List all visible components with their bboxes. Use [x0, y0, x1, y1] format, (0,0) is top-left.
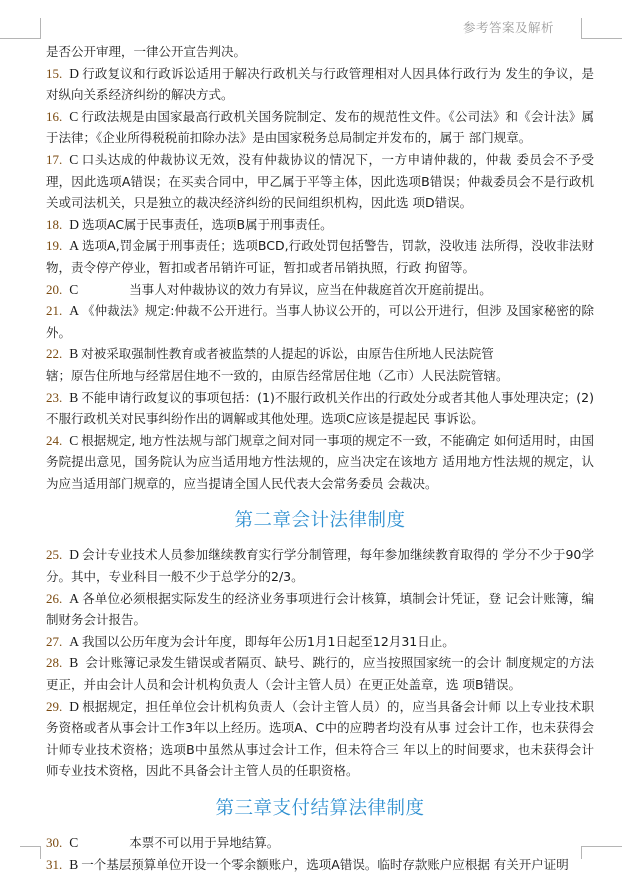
- chapter-heading: 第二章会计法律制度: [234, 510, 406, 532]
- answer-item: [46, 652, 594, 695]
- answer-item: [46, 588, 594, 631]
- answer-item: [46, 149, 594, 214]
- item-number: 26.: [46, 590, 63, 606]
- answer-letter: B: [69, 655, 79, 671]
- explanation-text: 选项A,罚金属于刑事责任；选项BCD,行政处罚包括警告，罚款，没收违 法所得，没收非法财物，责令停产停业，暂扣或者吊销许可证，暂扣或者吊销执照，行政 拘留等。: [46, 238, 594, 275]
- item-number: 21.: [46, 303, 63, 319]
- answer-item: [46, 696, 594, 782]
- explanation-text: 我国以公历年度为会计年度，即每年公历1月1日起至12月31日止。: [82, 633, 455, 649]
- explanation-text: 当事人对仲裁协议的效力有异议，应当在仲裁庭首次开庭前提出。: [129, 281, 492, 297]
- continuation-text: 是否公开审理，一律公开宣告判决。: [46, 44, 247, 59]
- answer-letter: B: [69, 856, 79, 872]
- explanation-text: 不能申请行政复议的事项包括：(1)不服行政机关作出的行政处分或者其他人事处理决定；(2)不服行政机关对民事纠纷作出的调解或其他处理。选项C应该是提起民 事诉讼。: [46, 389, 594, 427]
- explanation-text: 本票不可以用于异地结算。: [129, 835, 280, 850]
- item-number: 15.: [46, 65, 63, 81]
- item-number: 22.: [46, 346, 63, 362]
- answer-letter: D: [69, 698, 79, 714]
- answer-letter: A: [69, 303, 79, 319]
- item-number: 19.: [46, 238, 63, 254]
- page-corner-mark-bottom-left: [20, 846, 41, 859]
- explanation-text: 对被采取强制性教育或者被监禁的人提起的诉讼，由原告住所地人民法院管: [81, 346, 494, 362]
- item-number: 24.: [46, 432, 63, 448]
- item-number: 31.: [46, 856, 63, 872]
- explanation-text: 行政法规是由国家最高行政机关国务院制定、发布的规范性文件。《公司法》和《会计法》属于法律；《企业所得税税前扣除办法》是由国家税务总局制定并发布的，属于 部门规章。: [46, 108, 594, 146]
- answer-letter: D: [69, 65, 79, 81]
- item-number: 25.: [46, 547, 63, 563]
- answer-item: [46, 235, 594, 278]
- explanation-text: 行政复议和行政诉讼适用于解决行政机关与行政管理相对人因具体行政行为 发生的争议，是对纵向关系经济纠纷的解决方式。: [46, 65, 594, 103]
- answer-letter: D: [69, 216, 79, 232]
- answer-item: [46, 279, 594, 301]
- answer-item: [46, 387, 594, 430]
- answer-item: [46, 343, 594, 365]
- page-corner-mark-top-right: [581, 18, 622, 39]
- explanation-text: 各单位必须根据实际发生的经济业务事项进行会计核算，填制会计凭证，登 记会计账簿，编制财务会计报告。: [46, 590, 594, 628]
- answer-letter: C: [69, 151, 79, 167]
- answer-item: [46, 106, 594, 149]
- answer-list-chapter3: [46, 832, 594, 875]
- answer-letter: C: [69, 108, 79, 124]
- answer-letter: C: [69, 281, 79, 297]
- running-header: 参考答案及解析: [462, 20, 554, 35]
- item-number: 23.: [46, 389, 63, 405]
- answer-letter: B: [69, 346, 79, 362]
- answer-letter: C: [69, 432, 79, 448]
- explanation-continuation: 辖；原告住所地与经常居住地不一致的，由原告经常居住地（乙市）人民法院管辖。: [46, 367, 509, 383]
- item-number: 27.: [46, 633, 63, 649]
- explanation-text: 根据规定, 地方性法规与部门规章之间对同一事项的规定不一致，不能确定 如何适用时，由国务院提出意见，国务院认为应当适用地方性法规的，应当决定在该地方 适用地方性法规的规定，认为应当适用部门规章的，应当提请全国人民代表大会常务委员 会裁决。: [46, 432, 594, 491]
- answer-item: [46, 430, 594, 495]
- item-number: 20.: [46, 281, 63, 297]
- answer-letter: C: [69, 835, 79, 850]
- explanation-text: 《仲裁法》规定:仲裁不公开进行。当事人协议公开的，可以公开进行，但涉 及国家秘密的除外。: [46, 303, 594, 340]
- answer-item: [46, 854, 594, 875]
- explanation-text: 口头达成的仲裁协议无效，没有仲裁协议的情况下，一方申请仲裁的，仲裁 委员会不予受理，因此选项A错误；在买卖合同中，甲乙属于平等主体，因此选项B错误；仲裁委员会不是行政机关或司法机关，只是独立的裁决经济纠纷的民间组织机构，因此选 项D错误。: [46, 151, 594, 211]
- answer-list-chapter2: [46, 544, 594, 782]
- answer-item: [46, 631, 594, 653]
- answer-item: [46, 63, 594, 106]
- item-number: 30.: [46, 835, 63, 850]
- answer-item: [46, 300, 594, 343]
- explanation-text: 会计账簿记录发生错误或者隔页、缺号、跳行的，应当按照国家统一的会计 制度规定的方法更正，并由会计人员和会计机构负责人（会计主管人员）在更正处盖章，选 项B错误。: [46, 655, 594, 693]
- answer-letter: A: [69, 238, 79, 254]
- item-number: 17.: [46, 151, 63, 167]
- answer-letter: A: [69, 590, 79, 606]
- item-number: 18.: [46, 216, 63, 232]
- explanation-text: 会计专业技术人员参加继续教育实行学分制管理，每年参加继续教育取得的 学分不少于90学分。其中，专业科目一般不少于总学分的2/3。: [46, 547, 594, 585]
- explanation-text: 根据规定，担任单位会计机构负责人（会计主管人员）的，应当具备会计师 以上专业技术职务资格或者从事会计工作3年以上经历。选项A、C中的应聘者均没有从事 过会计工作，也未获得会计师专业技术资格；选项B中虽然从事过会计工作，但未符合三 年以上的时间要求，也未获得会计师专业技术资格，因此不具备会计主管人员的任职资格。: [46, 698, 594, 779]
- answer-item: [46, 214, 594, 236]
- document-body: [46, 41, 594, 875]
- explanation-text: 一个基层预算单位开设一个零余额账户，选项A错误。临时存款账户应根据 有关开户证明: [81, 856, 569, 872]
- answer-item: [46, 832, 594, 854]
- answer-letter: A: [69, 633, 79, 649]
- answer-item: [46, 544, 594, 587]
- answer-letter: D: [69, 547, 79, 563]
- item-number: 16.: [46, 108, 63, 124]
- chapter-heading: 第三章支付结算法律制度: [215, 798, 425, 819]
- page-corner-mark-top-left: [0, 18, 41, 39]
- item-number: 28.: [46, 655, 63, 671]
- explanation-text: 选项AC属于民事责任，选项B属于刑事责任。: [82, 216, 333, 232]
- answer-letter: B: [69, 389, 79, 405]
- item-number: 29.: [46, 698, 63, 714]
- answer-list-chapter1: [46, 63, 594, 495]
